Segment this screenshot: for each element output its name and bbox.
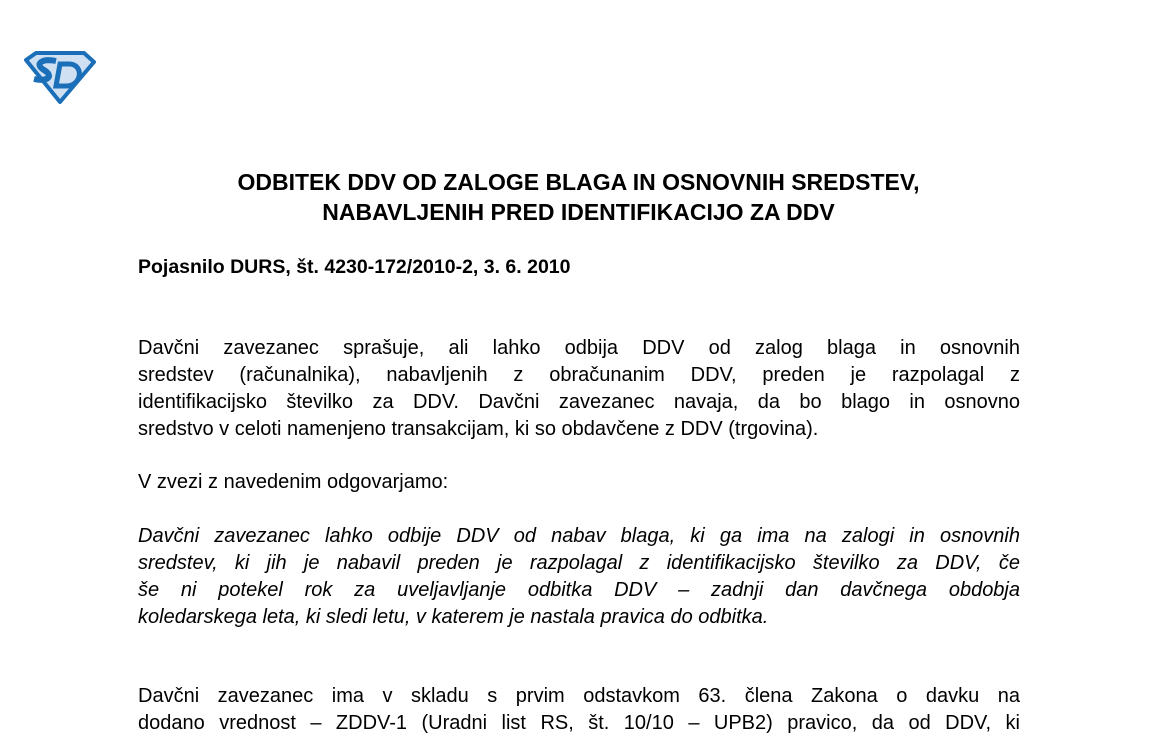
text-line: dodano vrednost – ZDDV-1 (Uradni list RS, št. 10/10 – UPB2) pravico, da od DDV, ki bbox=[138, 712, 1020, 734]
document-subtitle: Pojasnilo DURS, št. 4230-172/2010-2, 3. 6. 2010 bbox=[138, 256, 571, 278]
paragraph-legal-basis bbox=[138, 683, 1020, 737]
text-line: koledarskega leta, ki sledi letu, v katerem je nastala pravica do odbitka. bbox=[138, 606, 769, 628]
text-line: sredstev (računalnika), nabavljenih z obračunanim DDV, preden je razpolagal z bbox=[138, 364, 1020, 386]
text-line: Davčni zavezanec sprašuje, ali lahko odbija DDV od zalog blaga in osnovnih bbox=[138, 337, 1020, 359]
text-line: Davčni zavezanec lahko odbije DDV od nabav blaga, ki ga ima na zalogi in osnovnih bbox=[138, 525, 1020, 547]
text-line: še ni potekel rok za uveljavljanje odbitka DDV – zadnji dan davčnega obdobja bbox=[138, 579, 1020, 601]
text-line: identifikacijsko številko za DDV. Davčni zavezanec navaja, da bo blago in osnovno bbox=[138, 391, 1020, 413]
paragraph-question bbox=[138, 335, 1020, 443]
paragraph-answer bbox=[138, 523, 1020, 631]
text-line: sredstvo v celoti namenjeno transakcijam, ki so obdavčene z DDV (trgovina). bbox=[138, 418, 819, 440]
text-line: sredstev, ki jih je nabavil preden je razpolagal z identifikacijsko številko za DDV, če bbox=[138, 552, 1020, 574]
text-line: V zvezi z navedenim odgovarjamo: bbox=[138, 471, 449, 493]
company-logo bbox=[22, 50, 96, 104]
document-title-line-1: ODBITEK DDV OD ZALOGE BLAGA IN OSNOVNIH SREDSTEV, bbox=[237, 169, 920, 195]
paragraph-intro bbox=[138, 469, 1020, 496]
text-line: Davčni zavezanec ima v skladu s prvim odstavkom 63. člena Zakona o davku na bbox=[138, 685, 1020, 707]
document-title-line-2: NABAVLJENIH PRED IDENTIFIKACIJO ZA DDV bbox=[322, 199, 835, 225]
